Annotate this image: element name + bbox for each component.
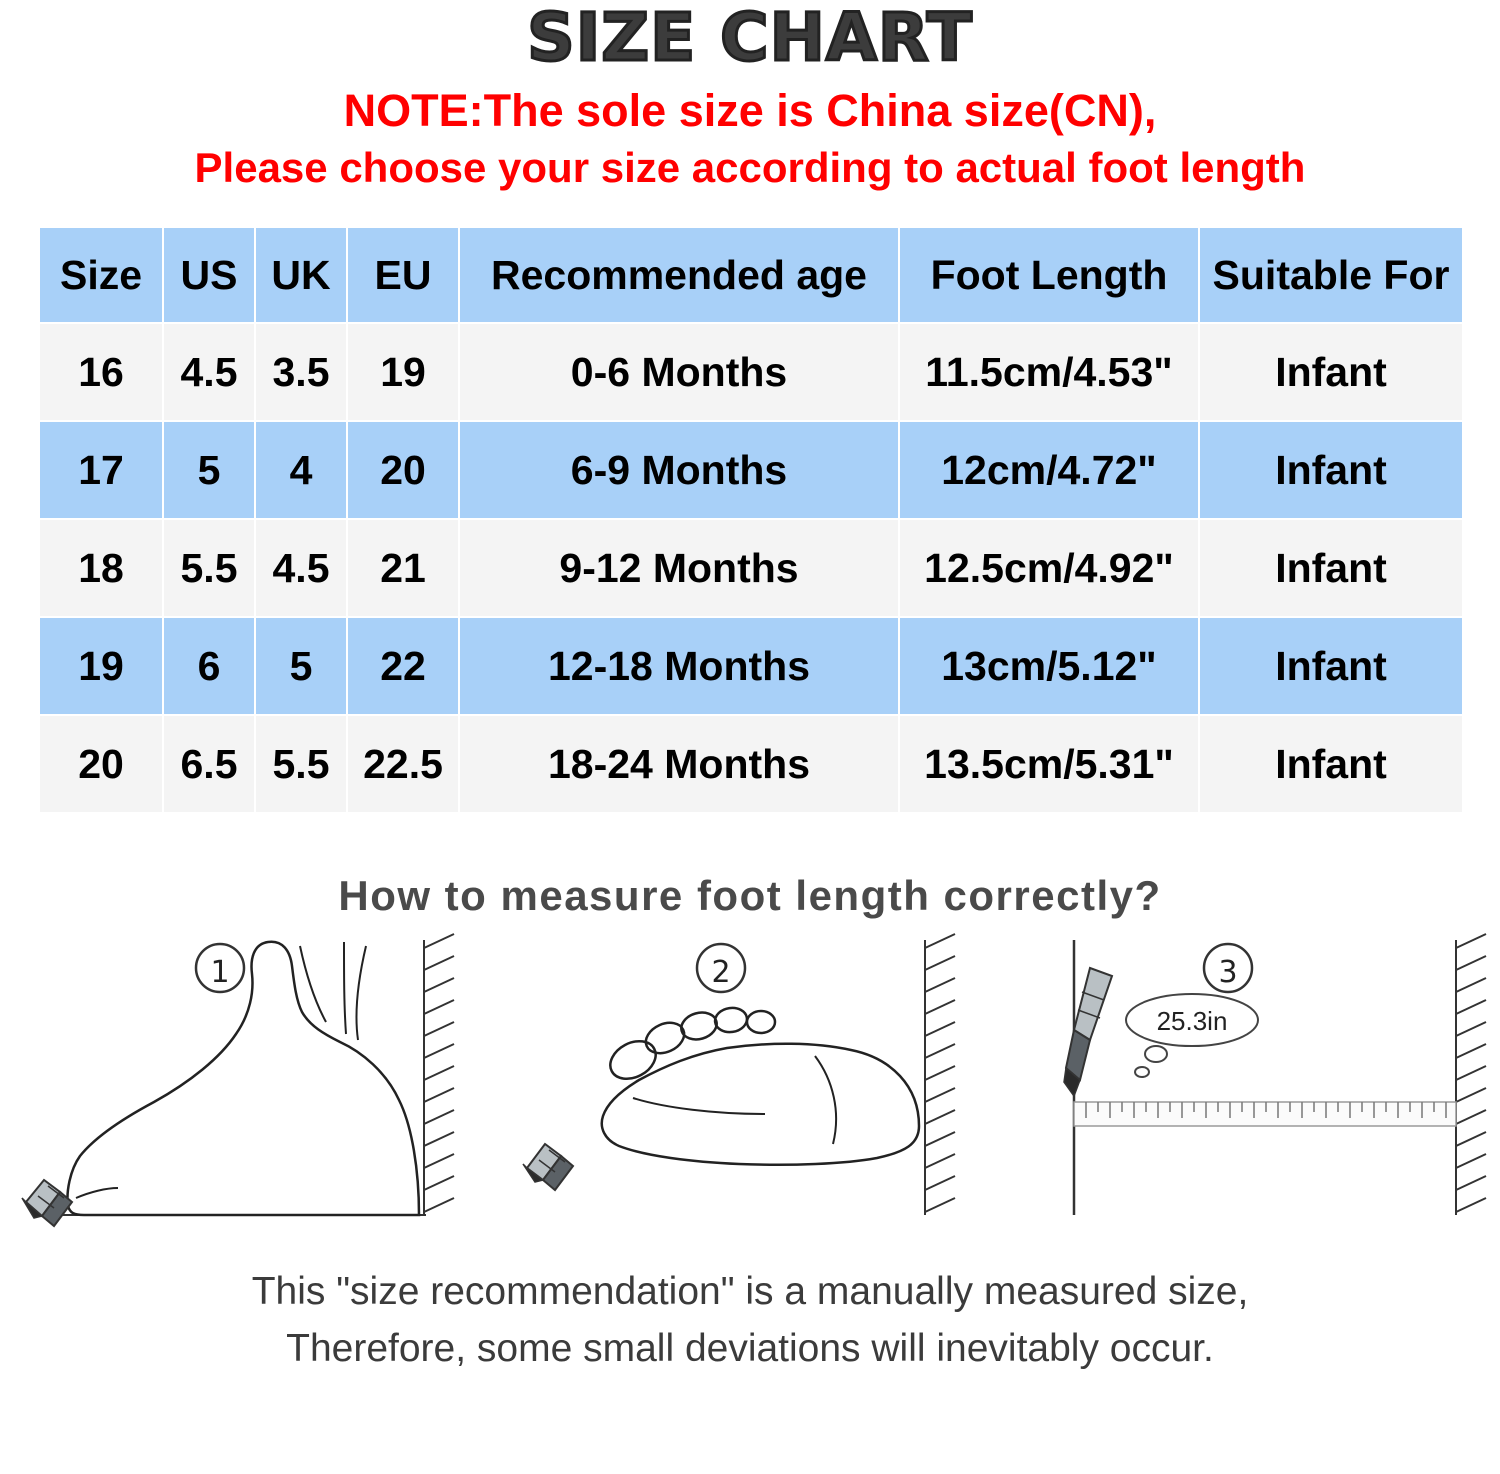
cell-eu: 22.5 <box>347 715 459 813</box>
cell-foot-length: 11.5cm/4.53" <box>899 323 1199 421</box>
cell-foot-length: 13cm/5.12" <box>899 617 1199 715</box>
howto-heading: How to measure foot length correctly? <box>338 872 1162 920</box>
cell-age: 12-18 Months <box>459 617 899 715</box>
toe-icon <box>747 1011 775 1033</box>
cell-size: 17 <box>39 421 163 519</box>
cell-foot-length: 12.5cm/4.92" <box>899 519 1199 617</box>
cell-age: 18-24 Months <box>459 715 899 813</box>
column-header-eu: EU <box>347 227 459 323</box>
foot-side-outline-icon <box>68 942 420 1215</box>
howto-diagrams <box>0 930 1500 1230</box>
cell-suitable-for: Infant <box>1199 323 1463 421</box>
step-number-2-label: 2 <box>711 955 731 991</box>
cell-eu: 21 <box>347 519 459 617</box>
toe-icon <box>713 1006 748 1034</box>
note-line-1: NOTE:The sole size is China size(CN), <box>343 85 1157 137</box>
cell-foot-length: 12cm/4.72" <box>899 421 1199 519</box>
cell-age: 9-12 Months <box>459 519 899 617</box>
table-header-row <box>39 227 1463 323</box>
column-header-recommended-age: Recommended age <box>459 227 899 323</box>
footer-line-2: Therefore, some small deviations will inevitably occur. <box>286 1326 1214 1370</box>
cell-eu: 22 <box>347 617 459 715</box>
cell-age: 6-9 Months <box>459 421 899 519</box>
step-number-2-badge <box>697 944 745 992</box>
cell-uk: 5.5 <box>255 715 347 813</box>
page-title: SIZE CHART <box>527 0 973 76</box>
cell-eu: 20 <box>347 421 459 519</box>
footer-line-1: This "size recommendation" is a manually measured size, <box>251 1270 1249 1314</box>
cell-eu: 19 <box>347 323 459 421</box>
cell-size: 20 <box>39 715 163 813</box>
cell-us: 6.5 <box>163 715 255 813</box>
cell-us: 6 <box>163 617 255 715</box>
measure-step-3-panel <box>1016 930 1486 1230</box>
cell-age: 0-6 Months <box>459 323 899 421</box>
cell-uk: 4 <box>255 421 347 519</box>
footer-note <box>0 1264 1500 1377</box>
size-chart-table <box>38 226 1464 814</box>
step-number-1-label: 1 <box>210 955 230 991</box>
note-block <box>0 83 1500 194</box>
size-chart-table-wrapper <box>38 226 1462 814</box>
pencil-icon <box>1064 968 1112 1096</box>
ruler-icon <box>1074 1102 1456 1126</box>
wall-hatching-icon <box>1456 934 1486 1215</box>
cell-uk: 3.5 <box>255 323 347 421</box>
table-row <box>39 617 1463 715</box>
measurement-bubble <box>1126 994 1258 1077</box>
table-row <box>39 323 1463 421</box>
pencil-icon <box>22 1180 72 1226</box>
pencil-icon <box>523 1144 573 1190</box>
cell-foot-length: 13.5cm/5.31" <box>899 715 1199 813</box>
column-header-us: US <box>163 227 255 323</box>
note-line-2: Please choose your size according to actual foot length <box>194 143 1306 191</box>
cell-suitable-for: Infant <box>1199 519 1463 617</box>
column-header-uk: UK <box>255 227 347 323</box>
cell-uk: 4.5 <box>255 519 347 617</box>
cell-uk: 5 <box>255 617 347 715</box>
measure-step-2-panel <box>515 930 985 1230</box>
table-row <box>39 519 1463 617</box>
cell-us: 5 <box>163 421 255 519</box>
step-number-3-badge <box>1204 944 1252 992</box>
cell-us: 4.5 <box>163 323 255 421</box>
table-row <box>39 715 1463 813</box>
table-row <box>39 421 1463 519</box>
measurement-value-label: 25.3in <box>1156 1006 1228 1037</box>
cell-size: 16 <box>39 323 163 421</box>
wall-hatching-icon <box>925 934 955 1215</box>
wall-hatching-icon <box>424 934 454 1215</box>
column-header-suitable-for: Suitable For <box>1199 227 1463 323</box>
cell-suitable-for: Infant <box>1199 421 1463 519</box>
cell-size: 18 <box>39 519 163 617</box>
step-number-3-label: 3 <box>1218 955 1238 991</box>
cell-size: 19 <box>39 617 163 715</box>
step-number-1-badge <box>196 944 244 992</box>
cell-us: 5.5 <box>163 519 255 617</box>
measure-step-1-panel <box>14 930 484 1230</box>
column-header-foot-length: Foot Length <box>899 227 1199 323</box>
column-header-size: Size <box>39 227 163 323</box>
cell-suitable-for: Infant <box>1199 715 1463 813</box>
toe-icon <box>604 1034 662 1087</box>
cell-suitable-for: Infant <box>1199 617 1463 715</box>
foot-top-outline-icon <box>602 1044 919 1165</box>
